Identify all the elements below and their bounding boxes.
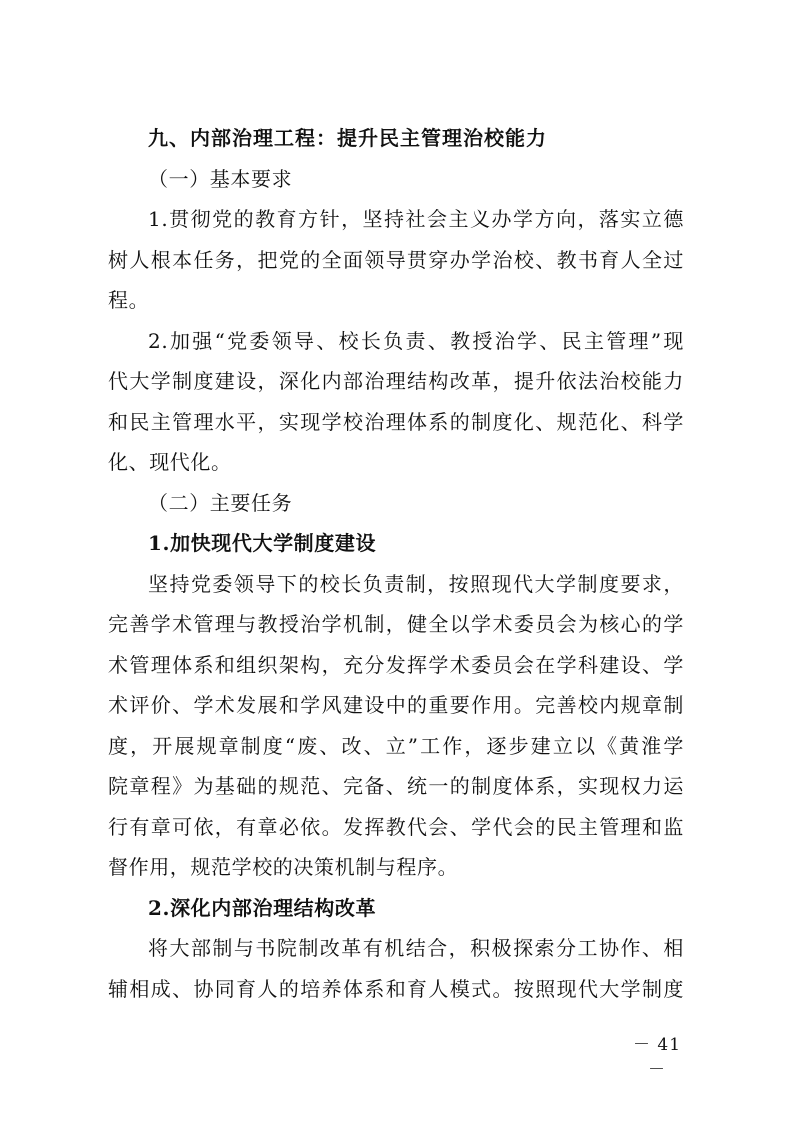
paragraph-line: 院章程》为基础的规范、完备、统一的制度体系，实现权力运 [108, 774, 684, 798]
subsection-heading-basic-requirements: （一）基本要求 [148, 166, 293, 191]
paragraph-line: 术评价、学术发展和学风建设中的重要作用。完善校内规章制 [108, 693, 684, 717]
paragraph-line: 完善学术管理与教授治学机制，健全以学术委员会为核心的学 [108, 612, 684, 636]
task-heading-modern-university-system: 1.加快现代大学制度建设 [148, 531, 377, 555]
paragraph-line: 1.贯彻党的教育方针，坚持社会主义办学方向，落实立德 [148, 207, 684, 231]
paragraph-line: 程。 [108, 288, 150, 312]
paragraph-line: 坚持党委领导下的校长负责制，按照现代大学制度要求， [148, 571, 684, 596]
paragraph-line: 化、现代化。 [108, 450, 232, 474]
paragraph-line: 术管理体系和组织架构，充分发挥学术委员会在学科建设、学 [108, 652, 684, 677]
paragraph-line: 辅相成、协同育人的培养体系和育人模式。按照现代大学制度 [108, 976, 684, 1001]
page-number: － 41 － [632, 1035, 682, 1080]
paragraph-line: 树人根本任务，把党的全面领导贯穿办学治校、教书育人全过 [108, 247, 684, 272]
paragraph-line: 和民主管理水平，实现学校治理体系的制度化、规范化、科学 [108, 409, 684, 434]
task-heading-internal-governance-reform: 2.深化内部治理结构改革 [148, 895, 377, 920]
section-heading: 九、内部治理工程：提升民主管理治校能力 [148, 126, 547, 150]
subsection-heading-main-tasks: （二）主要任务 [148, 490, 293, 515]
paragraph-line: 度，开展规章制度“废、改、立”工作，逐步建立以《黄淮学 [108, 733, 684, 758]
document-body [108, 118, 684, 1009]
paragraph-line: 将大部制与书院制改革有机结合，积极探索分工协作、相 [148, 936, 684, 960]
paragraph-line: 代大学制度建设，深化内部治理结构改革，提升依法治校能力 [108, 369, 684, 393]
paragraph-line: 2.加强“党委领导、校长负责、教授治学、民主管理”现 [148, 328, 684, 353]
paragraph-line: 督作用，规范学校的决策机制与程序。 [108, 855, 459, 879]
paragraph-line: 行有章可依，有章必依。发挥教代会、学代会的民主管理和监 [108, 814, 684, 839]
